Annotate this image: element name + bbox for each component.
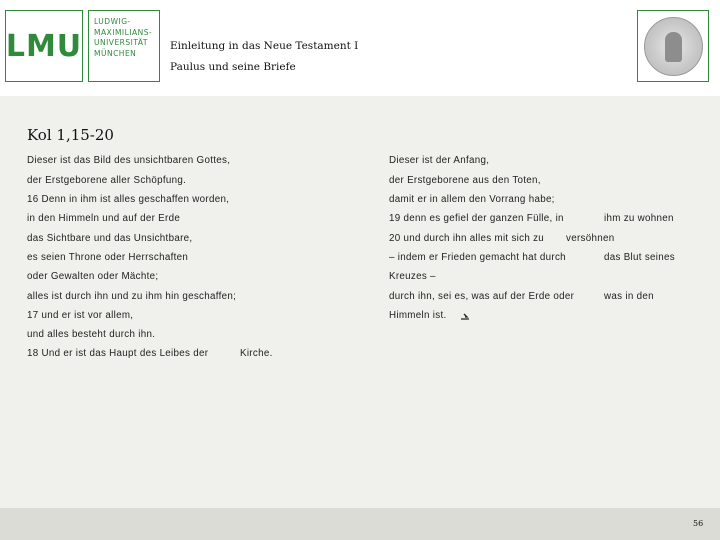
logo-text: LMU [5,28,83,64]
right-text-line: Dieser ist der Anfang, [389,155,490,166]
left-text-line: und alles besteht durch ihn. [27,329,156,340]
lecture-title: Einleitung in das Neue Testament I [170,40,359,52]
right-text-line: – indem er Frieden gemacht hat durch [389,252,566,263]
right-text-line: damit er in allem den Vorrang habe; [389,194,555,205]
action-marker-icon[interactable] [460,311,471,321]
left-text-line: das Sichtbare und das Unsichtbare, [27,233,193,244]
right-text-line: durch ihn, sei es, was auf der Erde oder [389,291,575,302]
left-text-line: 16 Denn in ihm ist alles geschaffen worden, [27,194,230,205]
left-text-line: 18 Und er ist das Haupt des Leibes der [27,348,209,359]
left-text-line: in den Himmeln und auf der Erde [27,213,181,224]
right-text-line: ihm zu wohnen [604,213,674,224]
university-line: MAXIMILIANS- [94,27,153,37]
seal-emblem [644,17,703,76]
slide-heading: Kol 1,15-20 [27,126,114,144]
seal-figure [665,32,682,62]
university-seal-icon [637,10,709,82]
university-name-box [88,10,160,82]
footer-bar [0,508,720,540]
lmu-logo [5,10,83,82]
right-text-line: 19 denn es gefiel der ganzen Fülle, in [389,213,564,224]
left-text-line: 17 und er ist vor allem, [27,310,134,321]
university-line: UNIVERSITÄT [94,38,148,47]
left-text-line: es seien Throne oder Herrschaften [27,252,189,263]
left-text-line: Kirche. [240,348,273,359]
right-text-line: das Blut seines [604,252,675,263]
right-text-line: Himmeln ist. [389,310,447,321]
header-bar [0,0,720,96]
page-number: 56 [693,519,704,528]
university-line: MÜNCHEN [94,48,137,58]
right-text-line: Kreuzes – [389,271,436,282]
right-text-line: 20 und durch ihn alles mit sich zu [389,233,545,244]
left-text-line: Dieser ist das Bild des unsichtbaren Gottes, [27,155,231,166]
left-text-line: alles ist durch ihn und zu ihm hin geschaffen; [27,291,237,302]
right-text-line: versöhnen [566,233,615,244]
university-line: LUDWIG- [94,17,131,26]
right-text-line: was in den [604,291,654,302]
left-text-line: der Erstgeborene aller Schöpfung. [27,175,187,186]
right-text-line: der Erstgeborene aus den Toten, [389,175,541,186]
left-text-line: oder Gewalten oder Mächte; [27,271,159,282]
lecture-subtitle: Paulus und seine Briefe [170,61,296,73]
